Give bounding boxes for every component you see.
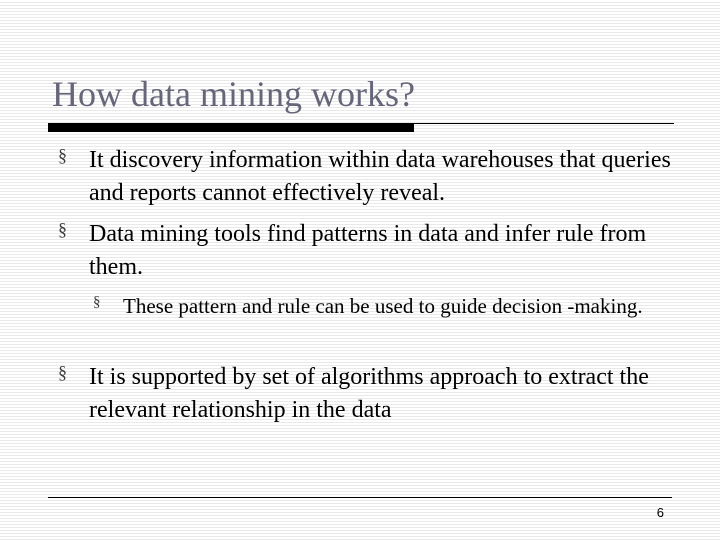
bullet-discovery-information: [58, 144, 678, 210]
bullet-text: It discovery information within data warehouses that queries and reports cannot effectively reveal.: [89, 147, 671, 206]
bullet-text: Data mining tools find patterns in data and infer rule from them.: [89, 221, 647, 280]
slide-title: How data mining works?: [52, 74, 415, 114]
bullet-marker-icon: §: [58, 362, 67, 382]
page-number: 6: [656, 505, 664, 520]
sub-bullet-guide-decision: [93, 291, 683, 322]
bullet-marker-icon: §: [58, 219, 67, 239]
bullet-text: It is supported by set of algorithms approach to extract the relevant relationship in the data: [89, 364, 649, 423]
title-underline-thick: [48, 123, 414, 132]
footer-rule: [48, 497, 672, 498]
sub-bullet-text: These pattern and rule can be used to guide decision -making.: [123, 294, 643, 318]
bullet-algorithms-approach: [58, 361, 678, 427]
bullet-marker-icon: §: [58, 145, 67, 165]
bullet-mining-tools: [58, 218, 678, 284]
sub-bullet-marker-icon: §: [93, 294, 101, 310]
